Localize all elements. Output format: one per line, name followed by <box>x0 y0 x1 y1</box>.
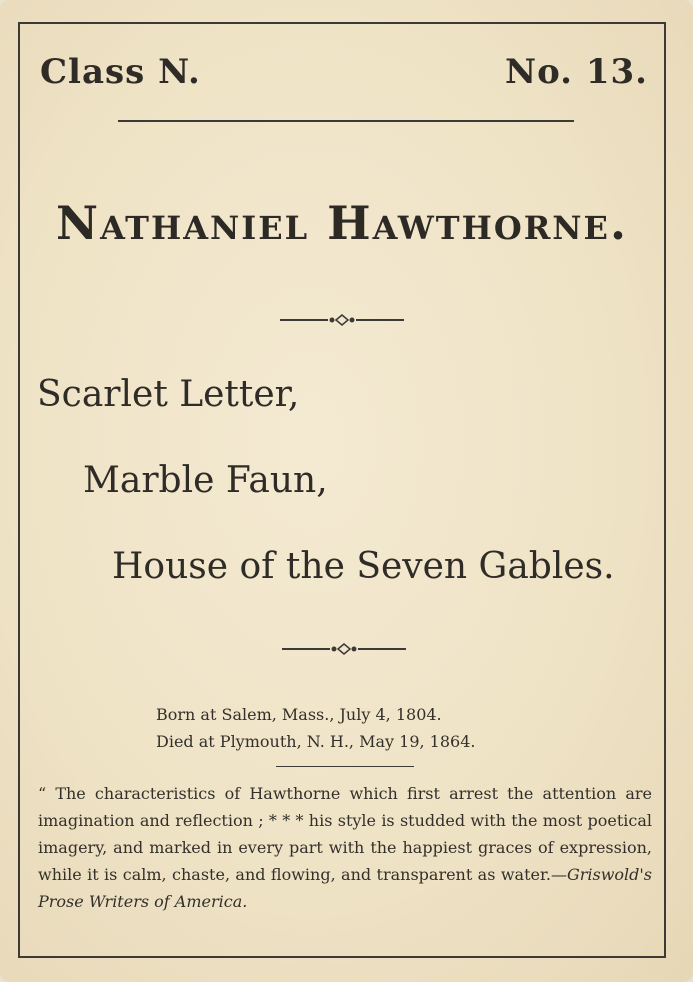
ornament-divider-bottom <box>282 642 406 656</box>
work-title-1: Scarlet Letter, <box>37 374 300 415</box>
quote-block <box>38 780 652 915</box>
work-title-2: Marble Faun, <box>83 460 328 501</box>
card-number: No. 13. <box>505 52 648 92</box>
quote-text: “ The characteristics of Hawthorne which first arrest the attention are imagination and reflection ; * * * his style is studded with the most poetical imagery, and marked in every part with the happiest graces of expression, while it is calm, chaste, and flowing, and transparent as water.— <box>38 784 652 884</box>
author-name: Nathaniel Hawthorne. <box>56 196 628 250</box>
ornament-divider-top <box>280 313 404 327</box>
work-title-3: House of the Seven Gables. <box>112 546 615 587</box>
died-line: Died at Plymouth, N. H., May 19, 1864. <box>156 732 476 751</box>
class-label: Class N. <box>40 52 201 92</box>
header-rule <box>118 120 574 122</box>
born-line: Born at Salem, Mass., July 4, 1804. <box>156 705 442 724</box>
quote-source: Griswold's Prose Writers of America. <box>38 865 652 911</box>
quote-rule <box>276 766 414 767</box>
